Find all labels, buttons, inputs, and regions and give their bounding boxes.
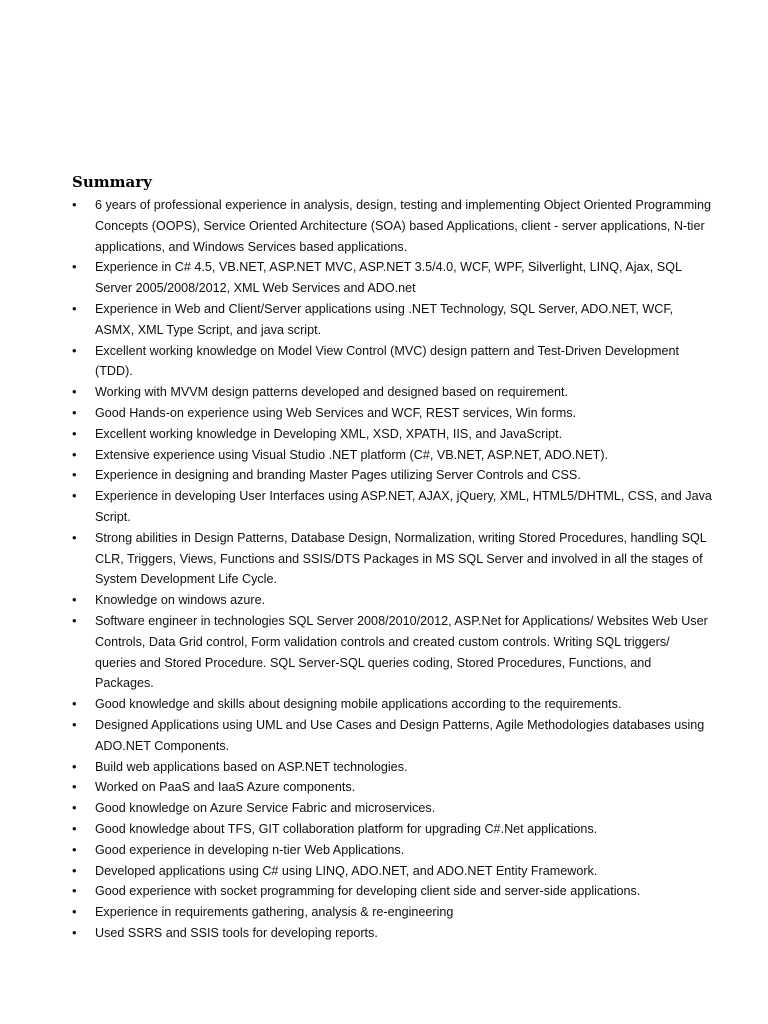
bullet-icon: • [72,300,77,316]
summary-bullet-item [72,195,712,257]
bullet-icon: • [72,779,77,795]
summary-bullet-item [72,798,712,819]
bullet-text: Good knowledge and skills about designing mobile applications according to the requirements. [95,697,622,712]
summary-bullet-item [72,382,712,403]
bullet-icon: • [72,800,77,816]
bullet-text: Experience in C# 4.5, VB.NET, ASP.NET MVC, ASP.NET 3.5/4.0, WCF, WPF, Silverlight, LINQ, Ajax, SQL Server 2005/2008/2012, XML Web Services and ADO.net [95,260,682,296]
summary-bullet-item [72,486,712,528]
bullet-text: Extensive experience using Visual Studio .NET platform (C#, VB.NET, ASP.NET, ADO.NET). [95,447,609,462]
bullet-text: Working with MVVM design patterns developed and designed based on requirement. [95,385,569,400]
bullet-text: Worked on PaaS and IaaS Azure components. [95,780,356,795]
bullet-icon: • [72,529,77,545]
bullet-icon: • [72,446,77,462]
bullet-icon: • [72,862,77,878]
summary-bullet-item [72,757,712,778]
summary-bullet-item [72,715,712,757]
bullet-icon: • [72,425,77,441]
bullet-icon: • [72,924,77,940]
bullet-text: Good experience in developing n-tier Web Applications. [95,842,405,857]
bullet-text: Good Hands-on experience using Web Services and WCF, REST services, Win forms. [95,405,577,420]
bullet-icon: • [72,467,77,483]
summary-bullet-item [72,777,712,798]
summary-bullet-item [72,819,712,840]
summary-bullet-item [72,445,712,466]
bullet-icon: • [72,904,77,920]
bullet-text: Good knowledge on Azure Service Fabric and microservices. [95,801,436,816]
bullet-text: Experience in Web and Client/Server applications using .NET Technology, SQL Server, ADO.NET, WCF, ASMX, XML Type Script, and java script. [95,301,674,337]
bullet-text: Experience in designing and branding Master Pages utilizing Server Controls and CSS. [95,468,581,483]
summary-bullet-item [72,528,712,590]
bullet-text: Strong abilities in Design Patterns, Database Design, Normalization, writing Stored Procedures, handling SQL CLR, Triggers, Views, Functions and SSIS/DTS Packages in MS SQL Server and involved in all the stages of System Development Life Cycle. [95,530,707,587]
bullet-text: 6 years of professional experience in analysis, design, testing and implementing Object Oriented Programming Concepts (OOPS), Service Oriented Architecture (SOA) based Applications, client - server applications, N-tier applications, and Windows Services based applications. [95,198,712,254]
summary-bullet-item [72,611,712,694]
summary-bullet-item [72,341,712,383]
bullet-text: Software engineer in technologies SQL Server 2008/2010/2012, ASP.Net for Applications/ Websites Web User Controls, Data Grid control, Form validation controls and created custom controls. Writing SQL triggers/ queries and Stored Procedure. SQL Server-SQL queries coding, Stored Procedures, Functions, and Packages. [95,613,708,691]
bullet-icon: • [72,841,77,857]
bullet-icon: • [72,342,77,358]
bullet-text: Excellent working knowledge on Model View Control (MVC) design pattern and Test-Driven Development (TDD). [95,343,680,379]
summary-bullet-item [72,902,712,923]
bullet-icon: • [72,820,77,836]
summary-bullet-item [72,403,712,424]
summary-bullet-item [72,923,712,944]
summary-bullet-item [72,424,712,445]
bullet-icon: • [72,883,77,899]
summary-bullet-list [72,195,712,944]
bullet-icon: • [72,259,77,275]
summary-bullet-item [72,465,712,486]
summary-bullet-item [72,299,712,341]
bullet-icon: • [72,612,77,628]
bullet-icon: • [72,758,77,774]
bullet-icon: • [72,488,77,504]
summary-bullet-item [72,861,712,882]
bullet-text: Experience in developing User Interfaces using ASP.NET, AJAX, jQuery, XML, HTML5/DHTML, CSS, and Java Script. [95,489,712,524]
bullet-icon: • [72,716,77,732]
bullet-text: Used SSRS and SSIS tools for developing reports. [95,925,378,940]
summary-bullet-item [72,257,712,299]
summary-bullet-item [72,840,712,861]
summary-bullet-item [72,590,712,611]
bullet-text: Experience in requirements gathering, analysis & re-engineering [95,905,454,920]
bullet-icon: • [72,404,77,420]
bullet-text: Knowledge on windows azure. [95,593,266,608]
bullet-icon: • [72,384,77,400]
bullet-text: Good knowledge about TFS, GIT collaboration platform for upgrading C#.Net applications. [95,821,598,836]
summary-bullet-item [72,694,712,715]
bullet-text: Developed applications using C# using LINQ, ADO.NET, and ADO.NET Entity Framework. [95,863,598,878]
summary-heading: Summary [72,173,152,191]
bullet-text: Excellent working knowledge in Developing XML, XSD, XPATH, IIS, and JavaScript. [95,426,563,441]
bullet-text: Designed Applications using UML and Use Cases and Design Patterns, Agile Methodologies databases using ADO.NET Components. [95,717,705,753]
bullet-icon: • [72,197,77,212]
document-page [72,172,712,944]
bullet-text: Build web applications based on ASP.NET technologies. [95,759,408,774]
bullet-icon: • [72,696,77,712]
bullet-text: Good experience with socket programming for developing client side and server-side applications. [95,884,641,899]
bullet-icon: • [72,592,77,608]
summary-bullet-item [72,881,712,902]
